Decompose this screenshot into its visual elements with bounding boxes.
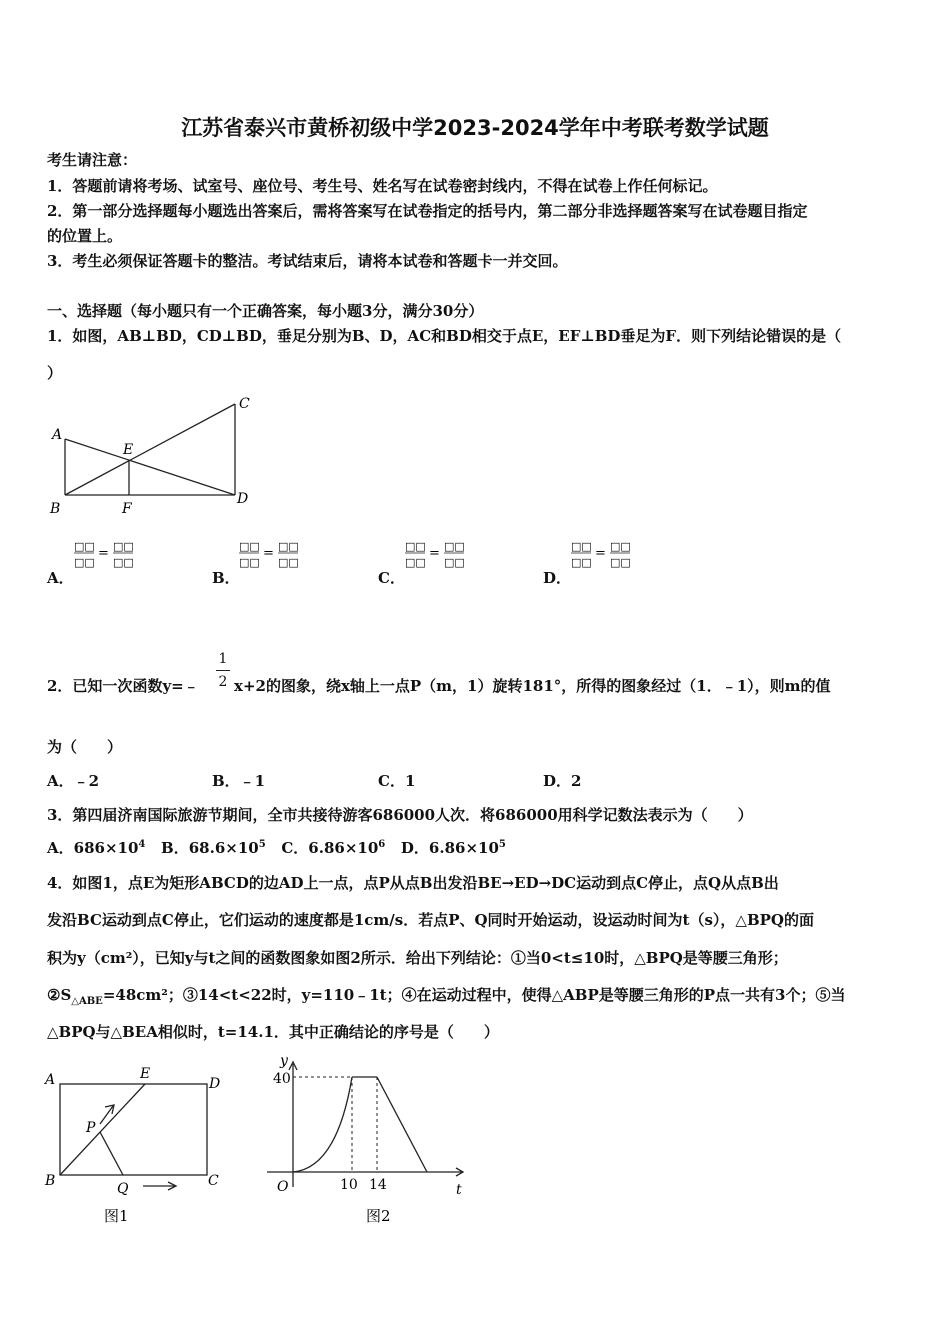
q4-line-1: 4．如图1，点E为矩形ABCD的边AD上一点，点P从点B出发沿BE→ED→DC运动到点C停止，点Q从点B出	[47, 874, 779, 892]
fig2-label-40: 40	[273, 1071, 291, 1087]
fig1-label-A: A	[45, 1072, 56, 1088]
q1-option-a-formula	[72, 537, 136, 569]
svg-text:=: =	[98, 546, 109, 561]
q1-option-c: C．	[378, 569, 405, 587]
svg-text:□□: □□	[405, 556, 426, 569]
q1-label-B: B	[50, 501, 61, 517]
page-title: 江苏省泰兴市黄桥初级中学2023-2024学年中考联考数学试题	[181, 116, 769, 140]
q2-text-line2: 为（ ）	[47, 738, 123, 756]
q4-line-5: △BPQ与△BEA相似时，t=14.1．其中正确结论的序号是（ ）	[47, 1023, 499, 1041]
q2-option-c: C．1	[378, 772, 416, 790]
svg-text:=: =	[429, 546, 440, 561]
fig2-label-t: t	[456, 1182, 462, 1198]
q2-fraction-denominator: 2	[218, 674, 228, 690]
q1-label-F: F	[122, 501, 132, 517]
q2-fraction-numerator: 1	[218, 651, 228, 667]
q1-option-c-formula	[403, 537, 467, 569]
svg-text:□□: □□	[610, 540, 631, 553]
fig1-label-P: P	[86, 1120, 96, 1136]
svg-text:□□: □□	[239, 556, 260, 569]
svg-text:=: =	[595, 546, 606, 561]
notice-line-1: 1．答题前请将考场、试室号、座位号、考生号、姓名写在试卷密封线内，不得在试卷上作任何标记。	[47, 177, 718, 195]
q3-option-a: A．$686\times 10^4$	[47, 839, 146, 857]
svg-text:□□: □□	[239, 540, 260, 553]
svg-text:□□: □□	[571, 540, 592, 553]
q2-fraction	[216, 650, 230, 691]
svg-text:□□: □□	[278, 540, 299, 553]
svg-text:□□: □□	[113, 540, 134, 553]
q1-label-A: A	[52, 427, 63, 443]
svg-text:□□: □□	[74, 540, 95, 553]
q1-option-d-formula	[569, 537, 633, 569]
fig2-caption: 图2	[366, 1207, 391, 1225]
svg-text:□□: □□	[74, 556, 95, 569]
svg-text:□□: □□	[571, 556, 592, 569]
q2-option-a: A．﹣2	[47, 772, 100, 790]
q2-text-post: x+2的图象，绕x轴上一点P（m，1）旋转181°，所得的图象经过（1．﹣1），则m的值	[234, 677, 831, 695]
fig2-label-O: O	[277, 1179, 289, 1195]
fig1-caption: 图1	[104, 1207, 129, 1225]
q4-line-2: 发沿BC运动到点C停止，它们运动的速度都是1cm/s．若点P、Q同时开始运动，设运动时间为t（s），△BPQ的面	[47, 911, 814, 929]
q1-label-D: D	[237, 491, 249, 507]
q4-line-4: $②S_{\triangle ABE}=48cm^2$；③14<t<22时，y=110﹣1t；④在运动过程中，使得△ABP是等腰三角形的P点一共有3个；⑤当	[47, 986, 846, 1007]
fig2-label-y: y	[280, 1053, 288, 1069]
fig1-label-B: B	[45, 1173, 56, 1189]
q2-option-d: D．2	[543, 772, 582, 790]
q3-option-d: D．$6.86\times 10^5$	[400, 839, 506, 857]
q1-label-C: C	[239, 396, 250, 412]
svg-text:=: =	[263, 546, 274, 561]
q4-line-3: 积为y（cm²），已知y与t之间的函数图象如图2所示．给出下列结论：①当0<t≤10时，△BPQ是等腰三角形；	[47, 949, 788, 967]
fig1-label-C: C	[208, 1173, 219, 1189]
svg-text:□□: □□	[610, 556, 631, 569]
fig1-label-Q: Q	[117, 1181, 129, 1197]
svg-text:□□: □□	[113, 556, 134, 569]
q1-option-a: A．	[47, 569, 74, 587]
fig2-label-14: 14	[369, 1177, 387, 1193]
fig2-label-10: 10	[340, 1177, 358, 1193]
fig1-label-E: E	[140, 1066, 151, 1082]
q1-figure	[45, 392, 260, 522]
svg-text:□□: □□	[444, 540, 465, 553]
notice-heading: 考生请注意：	[47, 151, 138, 169]
q1-option-b: B．	[212, 569, 240, 587]
svg-text:□□: □□	[278, 556, 299, 569]
q3-text: 3．第四届济南国际旅游节期间，全市共接待游客686000人次．将686000用科学记数法表示为（ ）	[47, 806, 753, 824]
q1-text: 1．如图，AB⊥BD，CD⊥BD，垂足分别为B、D，AC和BD相交于点E，EF⊥BD垂足为F．则下列结论错误的是（	[47, 327, 842, 345]
notice-line-2b: 的位置上。	[47, 227, 123, 245]
q4-figure-1	[40, 1062, 230, 1227]
q2-option-b: B．﹣1	[212, 772, 266, 790]
q1-option-b-formula	[237, 537, 301, 569]
q3-option-c: C．$6.86\times 10^6$	[281, 839, 386, 857]
q1-option-d: D．	[543, 569, 572, 587]
q4-figure-2	[262, 1052, 472, 1232]
fig1-label-D: D	[209, 1076, 221, 1092]
svg-text:□□: □□	[405, 540, 426, 553]
svg-text:□□: □□	[444, 556, 465, 569]
q3-option-b: B．$68.6\times 10^5$	[161, 839, 266, 857]
q1-text-close: ）	[47, 364, 63, 382]
q1-label-E: E	[123, 442, 134, 458]
notice-line-2a: 2．第一部分选择题每小题选出答案后，需将答案写在试卷指定的括号内，第二部分非选择题答案写在试卷题目指定	[47, 202, 808, 220]
notice-line-3: 3．考生必须保证答题卡的整洁。考试结束后，请将本试卷和答题卡一并交回。	[47, 252, 568, 270]
section-heading: 一、选择题（每小题只有一个正确答案，每小题3分，满分30分）	[47, 302, 484, 320]
q3-options	[47, 838, 506, 858]
q2-text-pre: 2．已知一次函数y=﹣	[47, 677, 199, 695]
